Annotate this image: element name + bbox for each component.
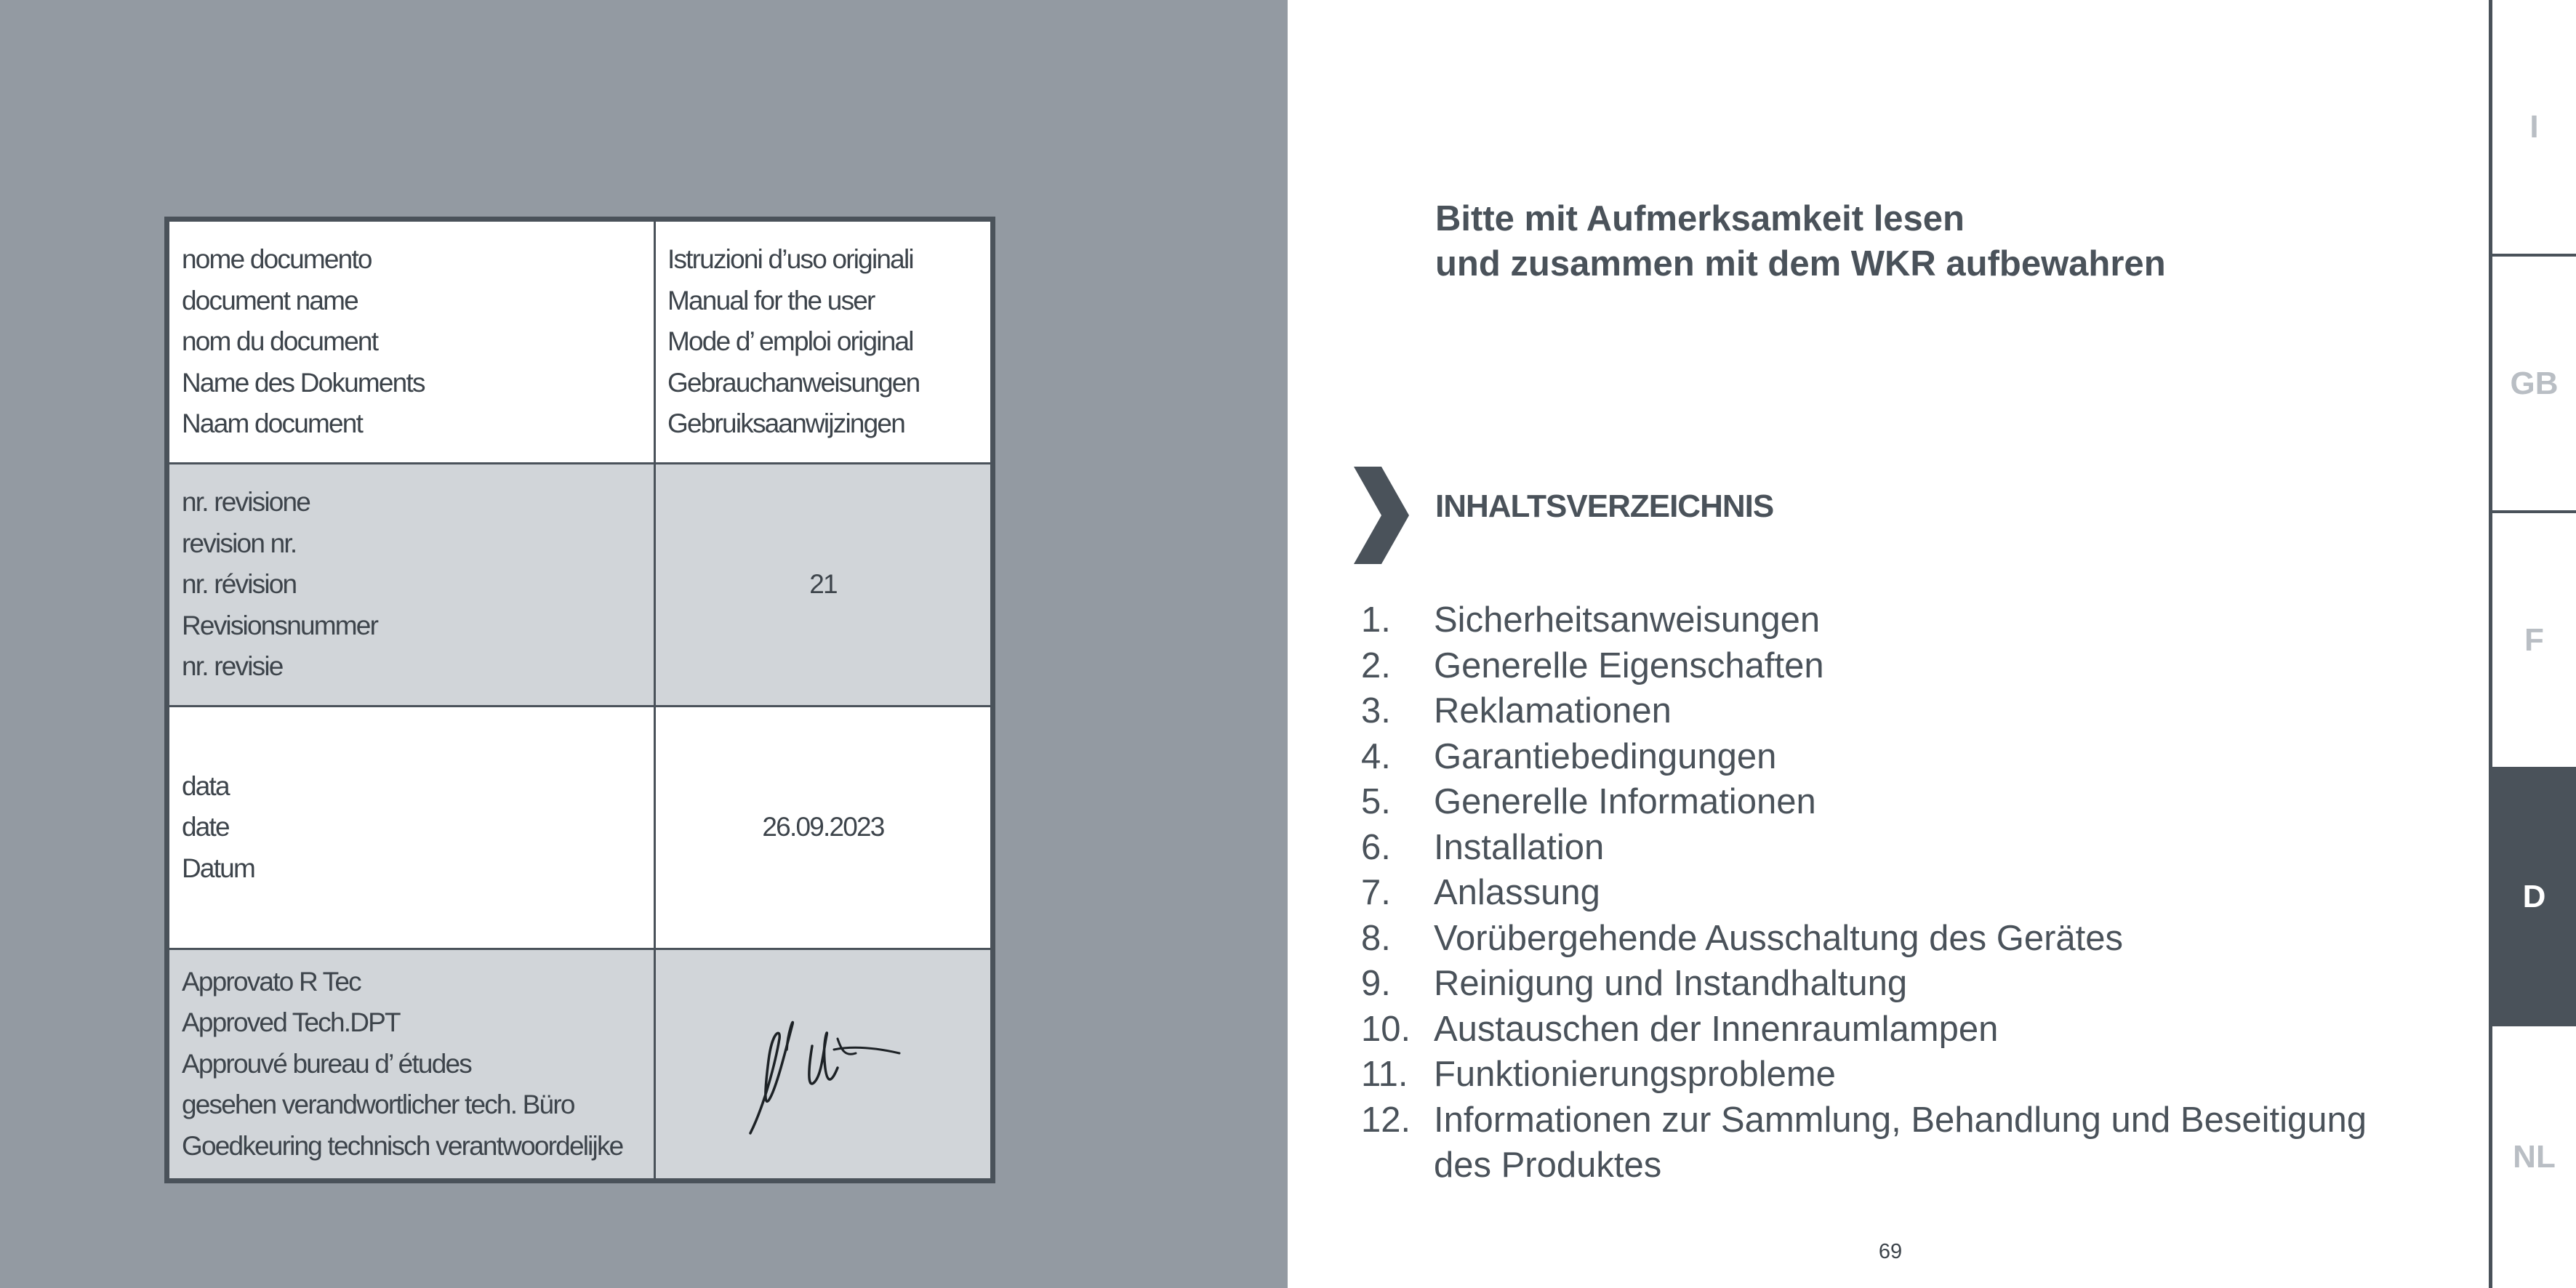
title-line: und zusammen mit dem WKR aufbewahren	[1435, 244, 2166, 283]
toc-list	[1361, 597, 2415, 1188]
value: Mode d’ emploi original	[667, 326, 913, 357]
toc-item-text: Reklamationen	[1434, 691, 1672, 730]
label: nr. revisie	[182, 651, 283, 682]
label: nr. revisione	[182, 487, 310, 518]
table-row-revision-labels	[169, 464, 654, 705]
toc-item-number: 5.	[1361, 782, 1391, 821]
toc-item-number: 2.	[1361, 645, 1391, 685]
toc-item-text: Vorübergehende Ausschaltung des Gerätes	[1434, 918, 2124, 958]
toc-item-number: 1.	[1361, 600, 1391, 640]
tab-language-gb[interactable]: GB	[2492, 257, 2576, 513]
label: Naam document	[182, 408, 363, 439]
toc-heading: INHALTSVERZEICHNIS	[1435, 488, 1774, 524]
toc-item-number: 3.	[1361, 691, 1391, 730]
table-row-date-labels	[169, 707, 654, 948]
page-number: 69	[1878, 1240, 1903, 1263]
signature-icon	[736, 981, 910, 1148]
toc-item-number: 10.	[1361, 1009, 1411, 1049]
toc-item[interactable]	[1361, 779, 2415, 825]
tab-language-nl[interactable]: NL	[2513, 1139, 2556, 1175]
label: data	[182, 770, 229, 801]
revision-number: 21	[809, 569, 837, 600]
toc-item-text: Informationen zur Sammlung, Behandlung und Beseitigung des Produktes	[1434, 1100, 2367, 1185]
label: nr. révision	[182, 569, 297, 600]
language-tab-strip	[2489, 0, 2576, 1288]
toc-item[interactable]	[1361, 1007, 2415, 1052]
toc-item-number: 12.	[1361, 1100, 1411, 1140]
chevron-right-icon	[1354, 467, 1409, 564]
table-row-approval-signature	[656, 950, 990, 1178]
toc-item-text: Installation	[1434, 827, 1605, 867]
toc-item-number: 4.	[1361, 736, 1391, 776]
label: revision nr.	[182, 528, 297, 558]
toc-item-number: 7.	[1361, 873, 1391, 912]
toc-item-number: 8.	[1361, 918, 1391, 958]
table-row-revision-value	[656, 464, 990, 705]
toc-item-number: 6.	[1361, 827, 1391, 867]
table-row-document-name-labels	[169, 222, 654, 462]
value: Istruzioni d’uso originali	[667, 244, 913, 275]
label: gesehen verandwortlicher tech. Büro	[182, 1090, 574, 1120]
table-row-date-value	[656, 707, 990, 948]
value: Gebruiksaanwijzingen	[667, 408, 904, 439]
toc-item-text: Generelle Eigenschaften	[1434, 645, 1824, 685]
toc-item[interactable]	[1361, 597, 2415, 643]
label: document name	[182, 285, 358, 315]
title-line: Bitte mit Aufmerksamkeit lesen	[1435, 199, 1965, 238]
tab-language-it[interactable]: I	[2492, 0, 2576, 257]
toc-item[interactable]	[1361, 1052, 2415, 1098]
toc-item[interactable]	[1361, 870, 2415, 916]
value: Manual for the user	[667, 285, 875, 315]
toc-item[interactable]	[1361, 688, 2415, 734]
document-info-table	[164, 217, 995, 1183]
toc-item-text: Generelle Informationen	[1434, 782, 1816, 821]
label: Approuvé bureau d’ études	[182, 1048, 471, 1079]
toc-item[interactable]	[1361, 961, 2415, 1007]
toc-item-number: 11.	[1361, 1055, 1408, 1094]
table-row-approval-labels	[169, 950, 654, 1178]
toc-item[interactable]	[1361, 734, 2415, 780]
toc-item[interactable]	[1361, 825, 2415, 871]
toc-item[interactable]	[1361, 643, 2415, 689]
toc-item-number: 9.	[1361, 964, 1391, 1003]
toc-item-text: Austauschen der Innenraumlampen	[1434, 1009, 1999, 1049]
toc-item[interactable]	[1361, 916, 2415, 962]
table-row-document-name-values	[656, 222, 990, 462]
label: Revisionsnummer	[182, 610, 378, 640]
label: Goedkeuring technisch verantwoordelijke	[182, 1130, 623, 1161]
tab-language-de[interactable]: D	[2492, 770, 2576, 1026]
label: nom du document	[182, 326, 378, 357]
toc-item-text: Funktionierungsprobleme	[1434, 1055, 1836, 1094]
toc-item-text: Reinigung und Instandhaltung	[1434, 964, 1908, 1003]
date-value: 26.09.2023	[762, 812, 884, 842]
toc-item-text: Sicherheitsanweisungen	[1434, 600, 1821, 640]
value: Gebrauchanweisungen	[667, 367, 920, 398]
toc-item-text: Garantiebedingungen	[1434, 736, 1777, 776]
label: Approved Tech.DPT	[182, 1007, 400, 1038]
label: Approvato R Tec	[182, 966, 361, 997]
label: nome documento	[182, 244, 372, 275]
label: date	[182, 812, 229, 842]
toc-item-text: Anlassung	[1434, 873, 1600, 912]
label: Datum	[182, 853, 254, 883]
toc-item[interactable]	[1361, 1098, 2415, 1188]
tab-language-fr[interactable]: F	[2492, 513, 2576, 770]
page-title	[1435, 196, 2166, 286]
label: Name des Dokuments	[182, 367, 425, 398]
